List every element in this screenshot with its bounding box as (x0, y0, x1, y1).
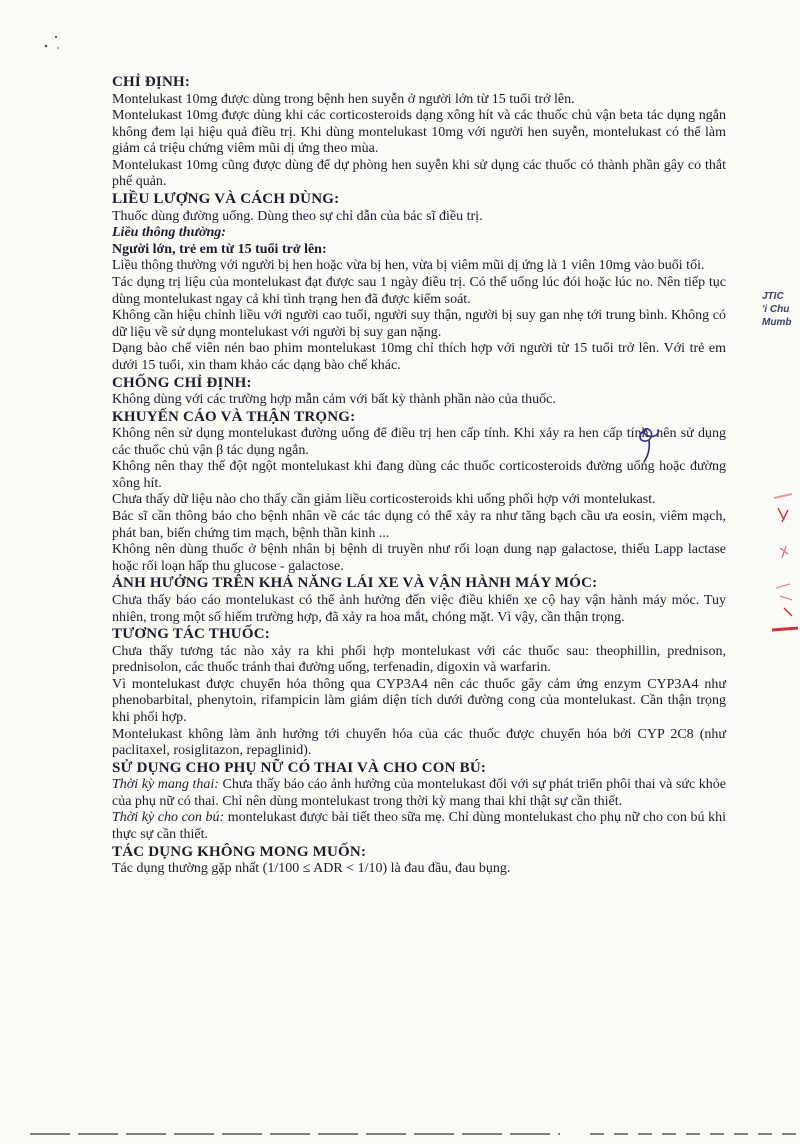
stamp-line: JTIC (762, 291, 784, 302)
paragraph (112, 777, 726, 810)
margin-stamp-fragment (762, 290, 800, 329)
heading-tuong-tac-thuoc: TƯƠNG TÁC THUỐC: (112, 626, 270, 643)
paragraph: Không nên dùng thuốc ở bệnh nhân bị bệnh di truyền như rối loạn dung nạp galactose, thiếu Lapp lactase hoặc rối loạn hấp thu glucose - galactose. (112, 542, 726, 574)
heading-tac-dung-khong-mong-muon: TÁC DỤNG KHÔNG MONG MUỐN: (112, 843, 367, 860)
paragraph: Chưa thấy tương tác nào xảy ra khi phối hợp montelukast với các thuốc sau: theophillin, prednison, prednisolon, các thuốc tránh thai đường uống, terfenadin, digoxin và warfarin. (112, 643, 726, 676)
paragraph: Montelukast không làm ảnh hưởng tới chuyển hóa của các thuốc được chuyển hóa bởi CYP 2C8 (như paclitaxel, rosiglitazon, repaglinid). (112, 726, 726, 759)
stamp-line: 'i Chu (762, 304, 790, 315)
text-cho-con-bu: montelukast được bài tiết theo sữa mẹ. Chỉ dùng montelukast cho phụ nữ cho con bú khi thực sự cần thiết. (112, 810, 726, 843)
heading-khuyen-cao: KHUYẾN CÁO VÀ THẬN TRỌNG: (112, 408, 356, 425)
heading-phu-nu-co-thai: SỬ DỤNG CHO PHỤ NỮ CÓ THAI VÀ CHO CON BÚ: (112, 759, 487, 776)
paragraph: Không cần hiệu chỉnh liều với người cao tuổi, người suy thận, người bị suy gan nhẹ tới trung bình. Không có dữ liệu về sử dụng montelukast với người bị suy gan nặng. (112, 308, 726, 340)
subheading-nguoi-lon: Người lớn, trẻ em từ 15 tuổi trở lên: (112, 241, 327, 257)
paragraph: Montelukast 10mg cũng được dùng để dự phòng hen suyễn khi sử dụng các thuốc có thành phần gây co thắt phế quản. (112, 157, 726, 190)
paragraph: Dạng bào chế viên nén bao phim montelukast 10mg chỉ thích hợp với người từ 15 tuổi trở lên. Với trẻ em dưới 15 tuổi, xin tham khảo các dạng bào chế khác. (112, 341, 726, 373)
paragraph: Vì montelukast được chuyển hóa thông qua CYP3A4 nên các thuốc gây cảm ứng enzym CYP3A4 như phenobarbital, phenytoin, rifampicin làm giảm diện tích dưới đường cong của montelukast. Cần thận trọng khi phối hợp. (112, 676, 726, 725)
paragraph: Montelukast 10mg được dùng khi các corticosteroids dạng xông hít và các thuốc chủ vận beta tác dụng ngắn không đem lại hiệu quả điều trị. Khi dùng montelukast 10mg với người hen suyễn, montelukast có thể làm giảm cả triệu chứng viêm mũi dị ứng theo mùa. (112, 108, 726, 157)
heading-chong-chi-dinh: CHỐNG CHỈ ĐỊNH: (112, 374, 252, 391)
stamp-line: Mumb (762, 317, 792, 328)
heading-anh-huong-lai-xe: ẢNH HƯỞNG TRÊN KHẢ NĂNG LÁI XE VÀ VẬN HÀNH MÁY MÓC: (112, 575, 598, 592)
handwritten-signature (634, 424, 664, 466)
paragraph: Tác dụng thường gặp nhất (1/100 ≤ ADR < 1/10) là đau đầu, đau bụng. (112, 861, 511, 877)
heading-chi-dinh: CHỈ ĐỊNH: (112, 74, 191, 90)
label-mang-thai: Thời kỳ mang thai: (112, 777, 219, 793)
paragraph: Chưa thấy báo cáo montelukast có thể ảnh hưởng đến việc điều khiển xe cộ hay vận hành máy móc. Tuy nhiên, trong một số hiếm trường hợp, đã xảy ra hoa mắt, chóng mặt. Vì vậy, cần thận trọng. (112, 592, 726, 625)
scan-bottom-edge (0, 1126, 800, 1136)
heading-lieu-luong: LIỀU LƯỢNG VÀ CÁCH DÙNG: (112, 191, 340, 208)
document-body (112, 74, 726, 878)
paragraph: Montelukast 10mg được dùng trong bệnh hen suyễn ở người lớn từ 15 tuổi trở lên. (112, 91, 575, 107)
paragraph: Không nên thay thế đột ngột montelukast khi đang dùng các thuốc corticosteroids đường uống hoặc đường xông hít. (112, 459, 726, 491)
paragraph: Không nên sử dụng montelukast đường uống để điều trị hen cấp tính. Khi xảy ra hen cấp tính, nên sử dụng các thuốc chủ vận β tác dụng ngắn. (112, 426, 726, 458)
subheading-lieu-thong-thuong: Liều thông thường: (112, 225, 226, 241)
paragraph: Thuốc dùng đường uống. Dùng theo sự chỉ dẫn của bác sĩ điều trị. (112, 208, 483, 224)
paragraph: Bác sĩ cần thông báo cho bệnh nhân về các tác dụng có thể xảy ra như tăng bạch cầu ưa eosin, viêm mạch, phát ban, biến chứng tim mạch, bệnh thần kinh ... (112, 509, 726, 541)
red-seal-fragment (770, 488, 800, 638)
paragraph: Tác dụng trị liệu của montelukast đạt được sau 1 ngày điều trị. Có thể uống lúc đói hoặc lúc no. Nên tiếp tục dùng montelukast ngay cả khi tình trạng hen đã được kiểm soát. (112, 274, 726, 307)
paragraph: Không dùng với các trường hợp mẫn cảm với bất kỳ thành phần nào của thuốc. (112, 392, 556, 407)
paragraph: Chưa thấy dữ liệu nào cho thấy cần giảm liều corticosteroids khi uống phối hợp với montelukast. (112, 492, 656, 508)
text-mang-thai: Chưa thấy báo cáo ảnh hưởng của montelukast đối với sự phát triển phôi thai và sức khỏe của phụ nữ có thai. Chỉ nên dùng montelukast trong thời kỳ mang thai khi thật sự cần thiết. (112, 777, 726, 809)
paragraph: Liều thông thường với người bị hen hoặc vừa bị hen, vừa bị viêm mũi dị ứng là 1 viên 10mg vào buổi tối. (112, 258, 705, 274)
label-cho-con-bu: Thời kỳ cho con bú: (112, 810, 225, 826)
scan-speck-marks (20, 24, 70, 54)
paragraph (112, 810, 726, 843)
